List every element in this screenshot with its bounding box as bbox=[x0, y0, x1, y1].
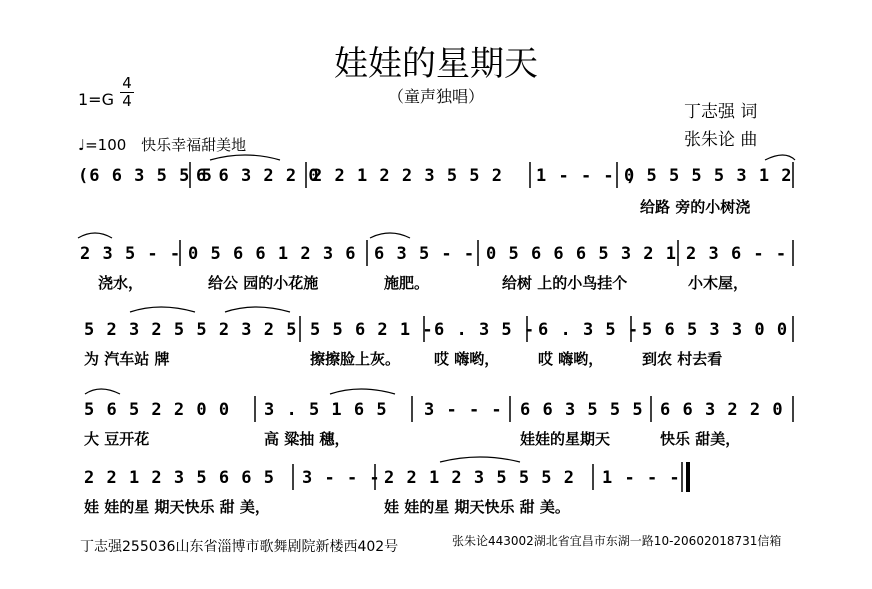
time-bottom: 4 bbox=[122, 92, 132, 110]
bar: 6 6 3 2 2 0 bbox=[196, 166, 320, 186]
lyric-line: 给路 旁的小树浇 bbox=[640, 198, 751, 216]
footer-composer-address: 张朱论443002湖北省宜昌市东湖一路10-20602018731信箱 bbox=[452, 534, 782, 548]
bar: 3 - - - bbox=[424, 400, 503, 420]
lyric-line: 为 汽车站 牌 bbox=[84, 350, 170, 368]
lyric-line: 擦擦脸上灰。 bbox=[310, 350, 401, 368]
bar: 3 . 5 1 6 5 bbox=[264, 400, 388, 420]
bar: 0 5 5 5 5 3 1 2 bbox=[624, 166, 793, 186]
composer-credit: 张朱论 曲 bbox=[684, 130, 758, 150]
bar: 2 2 1 2 2 3 5 5 2 bbox=[312, 166, 503, 186]
lyric-line: 大 豆开花 bbox=[84, 430, 150, 448]
lyric-line: 娃 娃的星 期天快乐 甜 美， bbox=[84, 498, 270, 516]
bar: 5 2 3 2 5 5 2 3 2 5 bbox=[84, 320, 298, 340]
lyric-line: 施肥。 bbox=[384, 274, 430, 292]
lyricist-credit: 丁志强 词 bbox=[684, 102, 758, 122]
bar: 6 . 3 5 - bbox=[538, 320, 640, 340]
lyric-line: 高 粱抽 穗， bbox=[264, 430, 350, 448]
lyric-line: 娃娃的星期天 bbox=[520, 430, 611, 448]
bar: 2 2 1 2 3 5 6 6 5 bbox=[84, 468, 275, 488]
bar: 5 6 5 3 3 0 0 bbox=[642, 320, 789, 340]
bar: 3 - - - bbox=[302, 468, 381, 488]
tempo-value: =100 bbox=[85, 136, 127, 154]
lyric-line: 浇水， bbox=[98, 274, 144, 292]
bar: 6 6 3 2 2 0 bbox=[660, 400, 784, 420]
bar: 6 6 3 5 5 5 bbox=[520, 400, 644, 420]
lyric-line: 娃 娃的星 期天快乐 甜 美。 bbox=[384, 498, 570, 516]
lyric-line: 哎 嗨哟， bbox=[434, 350, 500, 368]
bar: (6 6 3 5 5 5 bbox=[78, 166, 213, 186]
bar: 6 . 3 5 - bbox=[434, 320, 536, 340]
bar: 1 - - - bbox=[602, 468, 681, 488]
song-title: 娃娃的星期天 bbox=[334, 44, 538, 84]
lyric-line: 小木屋， bbox=[688, 274, 749, 292]
bar: 2 2 1 2 3 5 5 5 2 bbox=[384, 468, 575, 488]
bar: 2 3 5 - - bbox=[80, 244, 182, 264]
bar: 5 6 5 2 2 0 0 bbox=[84, 400, 231, 420]
bar: 1 - - - ) bbox=[536, 166, 638, 186]
expression-mark: 快乐幸福甜美地 bbox=[141, 136, 247, 154]
lyric-line: 哎 嗨哟， bbox=[538, 350, 604, 368]
lyric-line: 到农 村去看 bbox=[642, 350, 723, 368]
lyric-line: 快乐 甜美， bbox=[660, 430, 741, 448]
bar: 2 3 6 - - bbox=[686, 244, 788, 264]
lyric-line: 给公 园的小花施 bbox=[208, 274, 319, 292]
song-subtitle: （童声独唱） bbox=[387, 87, 484, 106]
key-signature: 1=G bbox=[78, 90, 114, 109]
footer-lyricist-address: 丁志强255036山东省淄博市歌舞剧院新楼西402号 bbox=[80, 539, 399, 555]
quarter-note-icon: ♩ bbox=[78, 136, 86, 154]
bar: 0 5 6 6 6 5 3 2 1 bbox=[486, 244, 677, 264]
bar: 5 5 6 2 1 - bbox=[310, 320, 434, 340]
lyric-line: 给树 上的小鸟挂个 bbox=[502, 274, 628, 292]
bar: 6 3 5 - - bbox=[374, 244, 476, 264]
time-top: 4 bbox=[122, 74, 132, 92]
bar: 0 5 6 6 1 2 3 6 bbox=[188, 244, 357, 264]
